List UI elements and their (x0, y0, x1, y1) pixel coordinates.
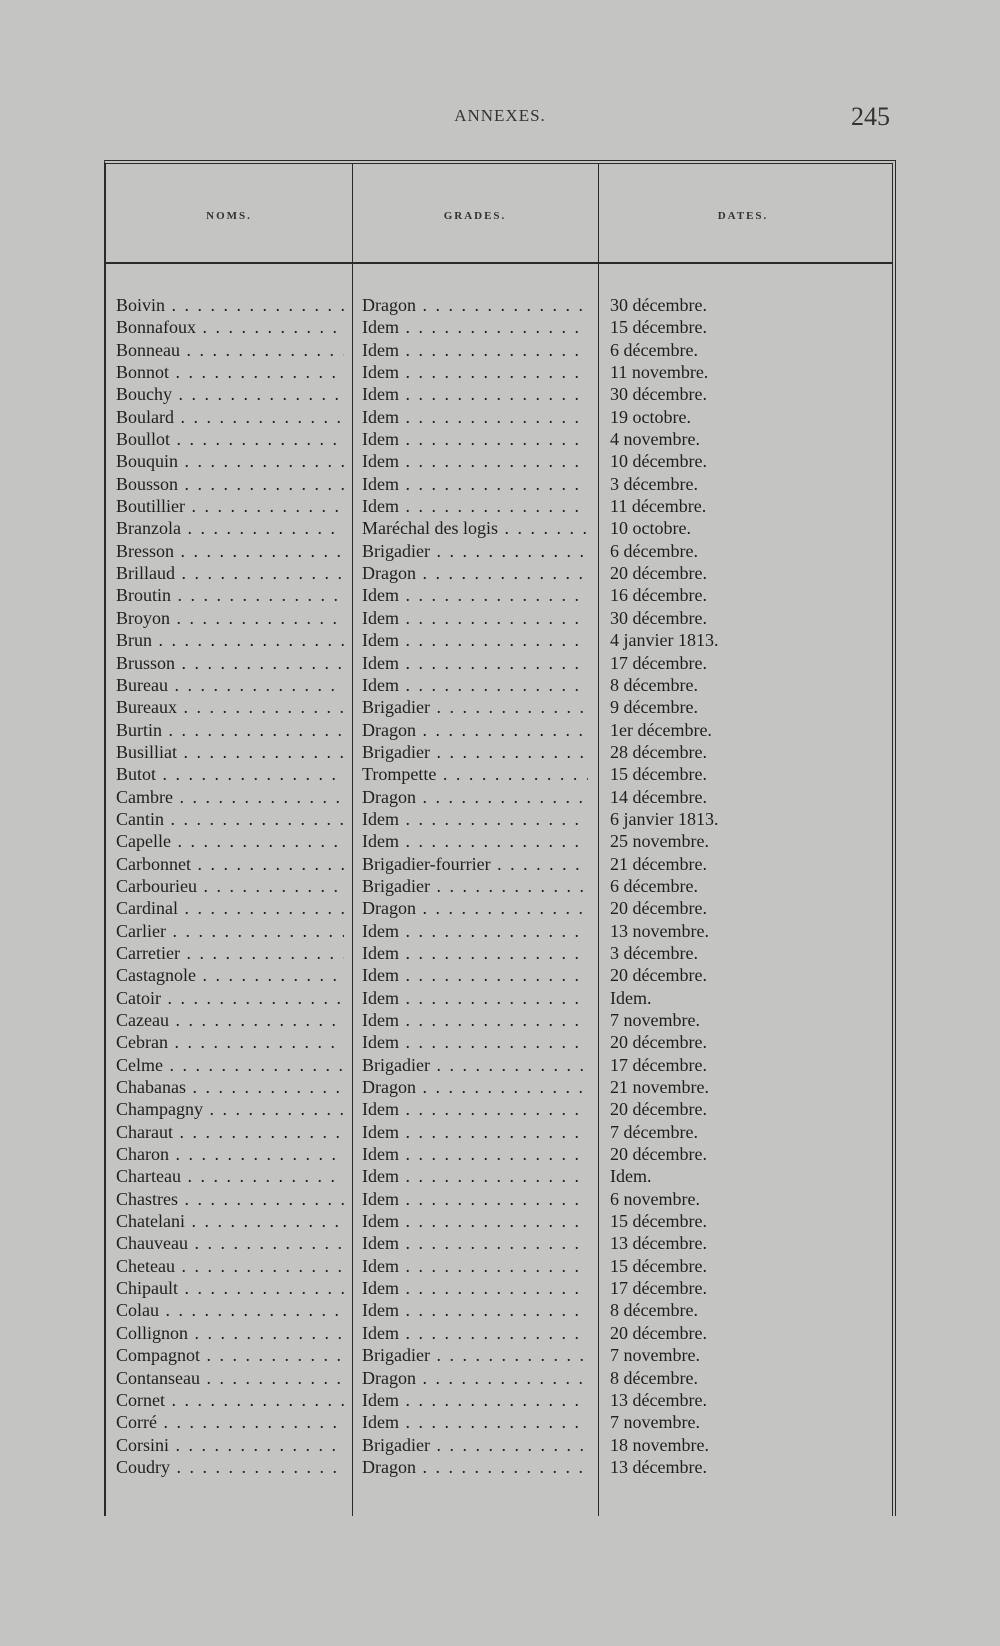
name-cell: Carbonnet . . . (116, 853, 344, 875)
date-cell: 30 décembre. (610, 384, 707, 405)
table-row (106, 696, 892, 718)
date-cell: 21 novembre. (610, 1077, 709, 1098)
date-cell: 19 octobre. (610, 406, 691, 427)
grade-cell: Idem . . . (362, 584, 588, 606)
name-cell: Catoir . . . (116, 987, 344, 1009)
grade-cell: Brigadier-fourrier . . . (362, 853, 588, 875)
grade-cell: Idem . . . (362, 450, 588, 472)
table-row (106, 339, 892, 361)
table-row (106, 1009, 892, 1031)
grade-cell: Dragon . . . (362, 562, 588, 584)
date-cell: 3 décembre. (610, 942, 698, 963)
name-cell: Bousson . . . (116, 473, 344, 495)
date-cell: 10 octobre. (610, 518, 691, 539)
name-cell: Bonneau . . . (116, 339, 344, 361)
table-row (106, 1210, 892, 1232)
table-row (106, 652, 892, 674)
table-row (106, 1054, 892, 1076)
table-row (106, 1389, 892, 1411)
name-cell: Carbourieu . . . (116, 875, 344, 897)
name-cell: Chauveau . . . (116, 1232, 344, 1254)
date-cell: 18 novembre. (610, 1434, 709, 1455)
table-row (106, 830, 892, 852)
grade-cell: Idem . . . (362, 339, 588, 361)
name-cell: Coudry . . . (116, 1456, 344, 1478)
roster-table (104, 160, 896, 1516)
grade-cell: Idem . . . (362, 1143, 588, 1165)
grade-cell: Idem . . . (362, 808, 588, 830)
date-cell: 20 décembre. (610, 1032, 707, 1053)
table-row (106, 1143, 892, 1165)
grade-cell: Idem . . . (362, 1165, 588, 1187)
grade-cell: Dragon . . . (362, 719, 588, 741)
grade-cell: Idem . . . (362, 361, 588, 383)
grade-cell: Brigadier . . . (362, 1434, 588, 1456)
date-cell: 13 décembre. (610, 1389, 707, 1410)
table-row (106, 1076, 892, 1098)
name-cell: Carretier . . . (116, 942, 344, 964)
date-cell: 6 décembre. (610, 875, 698, 896)
table-row (106, 562, 892, 584)
table-row (106, 1434, 892, 1456)
table-row (106, 920, 892, 942)
name-cell: Colau . . . (116, 1299, 344, 1321)
grade-cell: Brigadier . . . (362, 540, 588, 562)
table-row (106, 294, 892, 316)
grade-cell: Idem . . . (362, 942, 588, 964)
table-body (106, 294, 892, 1478)
table-row (106, 1322, 892, 1344)
date-cell: 15 décembre. (610, 317, 707, 338)
table-row (106, 540, 892, 562)
table-row (106, 428, 892, 450)
table-row (106, 808, 892, 830)
table-row (106, 674, 892, 696)
table-row (106, 473, 892, 495)
date-cell: 7 décembre. (610, 1121, 698, 1142)
grade-cell: Brigadier . . . (362, 696, 588, 718)
table-row (106, 786, 892, 808)
table-row (106, 1411, 892, 1433)
name-cell: Chabanas . . . (116, 1076, 344, 1098)
grade-cell: Idem . . . (362, 987, 588, 1009)
name-cell: Busilliat . . . (116, 741, 344, 763)
name-cell: Collignon . . . (116, 1322, 344, 1344)
grade-cell: Idem . . . (362, 830, 588, 852)
column-header-noms: NOMS. (206, 210, 252, 222)
table-row (106, 1031, 892, 1053)
grade-cell: Idem . . . (362, 1210, 588, 1232)
table-row (106, 383, 892, 405)
date-cell: 6 décembre. (610, 540, 698, 561)
name-cell: Contanseau . . . (116, 1367, 344, 1389)
grade-cell: Idem . . . (362, 1232, 588, 1254)
name-cell: Cantin . . . (116, 808, 344, 830)
grade-cell: Idem . . . (362, 1031, 588, 1053)
name-cell: Butot . . . (116, 763, 344, 785)
date-cell: Idem. (610, 1166, 652, 1187)
table-row (106, 1232, 892, 1254)
date-cell: 13 décembre. (610, 1233, 707, 1254)
name-cell: Castagnole . . . (116, 964, 344, 986)
grade-cell: Brigadier . . . (362, 875, 588, 897)
name-cell: Chatelani . . . (116, 1210, 344, 1232)
name-cell: Chipault . . . (116, 1277, 344, 1299)
grade-cell: Idem . . . (362, 1322, 588, 1344)
name-cell: Bouquin . . . (116, 450, 344, 472)
date-cell: 20 décembre. (610, 965, 707, 986)
table-row (106, 1098, 892, 1120)
date-cell: 7 novembre. (610, 1345, 700, 1366)
table-row (106, 361, 892, 383)
date-cell: 20 décembre. (610, 1099, 707, 1120)
table-row (106, 1456, 892, 1478)
grade-cell: Idem . . . (362, 920, 588, 942)
name-cell: Cornet . . . (116, 1389, 344, 1411)
name-cell: Bouchy . . . (116, 383, 344, 405)
date-cell: 30 décembre. (610, 295, 707, 315)
grade-cell: Idem . . . (362, 629, 588, 651)
table-row (106, 719, 892, 741)
table-row (106, 897, 892, 919)
table-row (106, 1367, 892, 1389)
name-cell: Broyon . . . (116, 607, 344, 629)
date-cell: 4 novembre. (610, 429, 700, 450)
grade-cell: Idem . . . (362, 1098, 588, 1120)
date-cell: 7 novembre. (610, 1412, 700, 1433)
name-cell: Cebran . . . (116, 1031, 344, 1053)
name-cell: Charteau . . . (116, 1165, 344, 1187)
date-cell: 15 décembre. (610, 1255, 707, 1276)
table-row (106, 450, 892, 472)
date-cell: 20 décembre. (610, 563, 707, 584)
grade-cell: Dragon . . . (362, 1367, 588, 1389)
date-cell: 30 décembre. (610, 607, 707, 628)
grade-cell: Maréchal des logis . . . (362, 517, 588, 539)
date-cell: 7 novembre. (610, 1010, 700, 1030)
name-cell: Boulard . . . (116, 406, 344, 428)
grade-cell: Idem . . . (362, 428, 588, 450)
date-cell: 20 décembre. (610, 1322, 707, 1343)
date-cell: 1er décembre. (610, 719, 712, 740)
table-row (106, 987, 892, 1009)
date-cell: 4 janvier 1813. (610, 630, 719, 651)
name-cell: Burtin . . . (116, 719, 344, 741)
grade-cell: Dragon . . . (362, 1076, 588, 1098)
name-cell: Cardinal . . . (116, 897, 344, 919)
grade-cell: Dragon . . . (362, 1456, 588, 1478)
name-cell: Bresson . . . (116, 540, 344, 562)
table-row (106, 1255, 892, 1277)
date-cell: 11 novembre. (610, 362, 709, 383)
date-cell: 21 décembre. (610, 853, 707, 874)
grade-cell: Idem . . . (362, 652, 588, 674)
column-header-grades: GRADES. (443, 210, 507, 222)
date-cell: 10 décembre. (610, 451, 707, 472)
table-row (106, 1277, 892, 1299)
name-cell: Bonnafoux . . . (116, 316, 344, 338)
name-cell: Brun . . . (116, 629, 344, 651)
name-cell: Carlier . . . (116, 920, 344, 942)
table-row (106, 875, 892, 897)
date-cell: 20 décembre. (610, 898, 707, 919)
name-cell: Bonnot . . . (116, 361, 344, 383)
name-cell: Boullot . . . (116, 428, 344, 450)
name-cell: Branzola . . . (116, 517, 344, 539)
name-cell: Bureau . . . (116, 674, 344, 696)
table-row (106, 942, 892, 964)
table-row (106, 1121, 892, 1143)
grade-cell: Idem . . . (362, 1009, 588, 1031)
name-cell: Capelle . . . (116, 830, 344, 852)
date-cell: 13 décembre. (610, 1456, 707, 1477)
grade-cell: Brigadier . . . (362, 1054, 588, 1076)
name-cell: Cambre . . . (116, 786, 344, 808)
table-row (106, 1344, 892, 1366)
name-cell: Celme . . . (116, 1054, 344, 1076)
grade-cell: Idem . . . (362, 1389, 588, 1411)
header-rule (106, 262, 892, 264)
date-cell: 8 décembre. (610, 674, 698, 695)
date-cell: 14 décembre. (610, 786, 707, 807)
running-header: ANNEXES. (454, 106, 546, 125)
date-cell: 8 décembre. (610, 1300, 698, 1321)
name-cell: Corsini . . . (116, 1434, 344, 1456)
grade-cell: Idem . . . (362, 1121, 588, 1143)
grade-cell: Idem . . . (362, 674, 588, 696)
table-row (106, 763, 892, 785)
grade-cell: Dragon . . . (362, 294, 588, 316)
table-row (106, 741, 892, 763)
name-cell: Chastres . . . (116, 1188, 344, 1210)
table-row (106, 584, 892, 606)
table-row (106, 1165, 892, 1187)
name-cell: Compagnot . . . (116, 1344, 344, 1366)
date-cell: 15 décembre. (610, 1211, 707, 1232)
grade-cell: Idem . . . (362, 1255, 588, 1277)
name-cell: Charon . . . (116, 1143, 344, 1165)
table-row (106, 1299, 892, 1321)
name-cell: Cazeau . . . (116, 1009, 344, 1031)
date-cell: 13 novembre. (610, 920, 709, 941)
name-cell: Charaut . . . (116, 1121, 344, 1143)
date-cell: 15 décembre. (610, 764, 707, 785)
grade-cell: Idem . . . (362, 316, 588, 338)
grade-cell: Brigadier . . . (362, 1344, 588, 1366)
grade-cell: Dragon . . . (362, 897, 588, 919)
table-row (106, 853, 892, 875)
table-row (106, 1188, 892, 1210)
date-cell: 17 décembre. (610, 1054, 707, 1075)
table-row (106, 406, 892, 428)
date-cell: 17 décembre. (610, 1278, 707, 1299)
date-cell: 6 janvier 1813. (610, 808, 719, 829)
table-row (106, 964, 892, 986)
column-header-dates: DATES. (717, 210, 769, 222)
table-row (106, 607, 892, 629)
table-row (106, 495, 892, 517)
name-cell: Cheteau . . . (116, 1255, 344, 1277)
grade-cell: Dragon . . . (362, 786, 588, 808)
date-cell: 3 décembre. (610, 473, 698, 494)
grade-cell: Idem . . . (362, 406, 588, 428)
date-cell: 17 décembre. (610, 652, 707, 673)
grade-cell: Idem . . . (362, 964, 588, 986)
date-cell: 28 décembre. (610, 741, 707, 762)
grade-cell: Idem . . . (362, 383, 588, 405)
name-cell: Boivin . . . (116, 294, 344, 316)
date-cell: 11 décembre. (610, 496, 707, 517)
date-cell: 6 novembre. (610, 1188, 700, 1209)
page-number: 245 (851, 102, 890, 131)
grade-cell: Idem . . . (362, 1277, 588, 1299)
name-cell: Bureaux . . . (116, 696, 344, 718)
name-cell: Boutillier . . . (116, 495, 344, 517)
date-cell: 8 décembre. (610, 1367, 698, 1388)
name-cell: Broutin . . . (116, 584, 344, 606)
grade-cell: Idem . . . (362, 473, 588, 495)
grade-cell: Idem . . . (362, 1299, 588, 1321)
date-cell: 16 décembre. (610, 585, 707, 606)
date-cell: 6 décembre. (610, 339, 698, 360)
date-cell: 25 novembre. (610, 831, 709, 852)
name-cell: Brusson . . . (116, 652, 344, 674)
name-cell: Corré . . . (116, 1411, 344, 1433)
grade-cell: Trompette . . . (362, 763, 588, 785)
date-cell: Idem. (610, 987, 652, 1008)
table-row (106, 629, 892, 651)
grade-cell: Idem . . . (362, 495, 588, 517)
grade-cell: Idem . . . (362, 1411, 588, 1433)
name-cell: Champagny . . . (116, 1098, 344, 1120)
table-row (106, 517, 892, 539)
date-cell: 20 décembre. (610, 1144, 707, 1165)
grade-cell: Idem . . . (362, 1188, 588, 1210)
grade-cell: Brigadier . . . (362, 741, 588, 763)
name-cell: Brillaud . . . (116, 562, 344, 584)
grade-cell: Idem . . . (362, 607, 588, 629)
date-cell: 9 décembre. (610, 697, 698, 718)
table-row (106, 316, 892, 338)
